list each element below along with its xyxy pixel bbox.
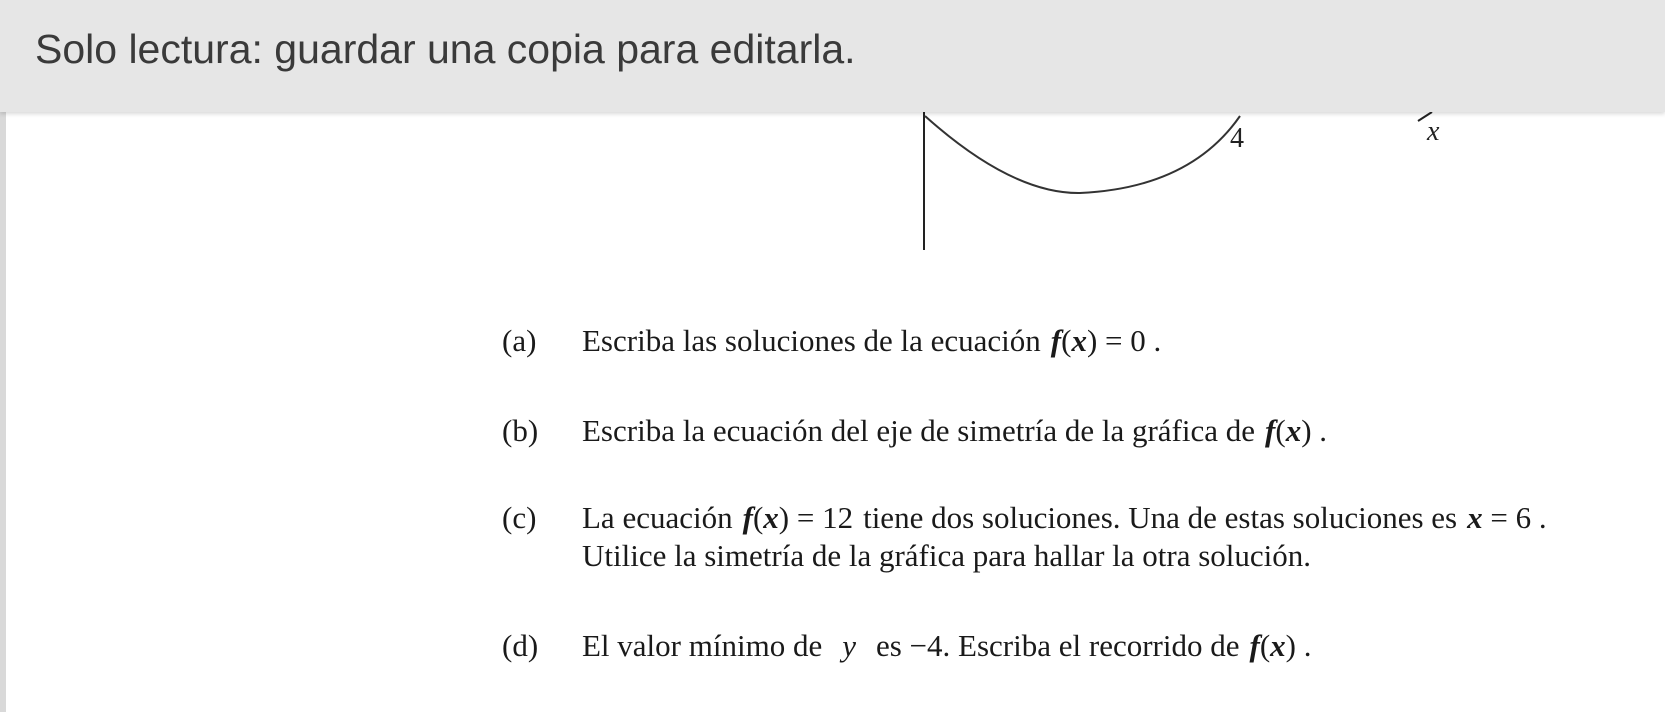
question-b — [502, 412, 1327, 450]
read-only-banner[interactable] — [0, 0, 1665, 112]
question-c — [502, 499, 1547, 575]
question-text: La ecuación f(x) = 12 tiene dos soluciones. Una de estas soluciones es x = 6 . Utilice la simetría de la gráfica para hallar la otra solución. — [582, 500, 1547, 573]
question-label: (a) — [502, 323, 537, 358]
question-text: Escriba las soluciones de la ecuación f(x) = 0 . — [582, 323, 1162, 358]
question-a — [502, 322, 1161, 360]
read-only-message: Solo lectura: guardar una copia para editarla. — [35, 26, 856, 72]
question-text: Escriba la ecuación del eje de simetría de la gráfica de f(x) . — [582, 413, 1328, 448]
question-label: (d) — [502, 628, 539, 663]
question-label: (b) — [502, 413, 539, 448]
question-text: El valor mínimo de y es −4. Escriba el recorrido de f(x) . — [582, 628, 1312, 663]
question-c-second-line: Utilice la simetría de la gráfica para hallar la otra solución. — [582, 538, 1312, 573]
question-d — [502, 627, 1311, 665]
tick-label-4: 4 — [1230, 123, 1244, 154]
x-axis-label: x — [1427, 116, 1440, 147]
question-label: (c) — [502, 500, 537, 535]
